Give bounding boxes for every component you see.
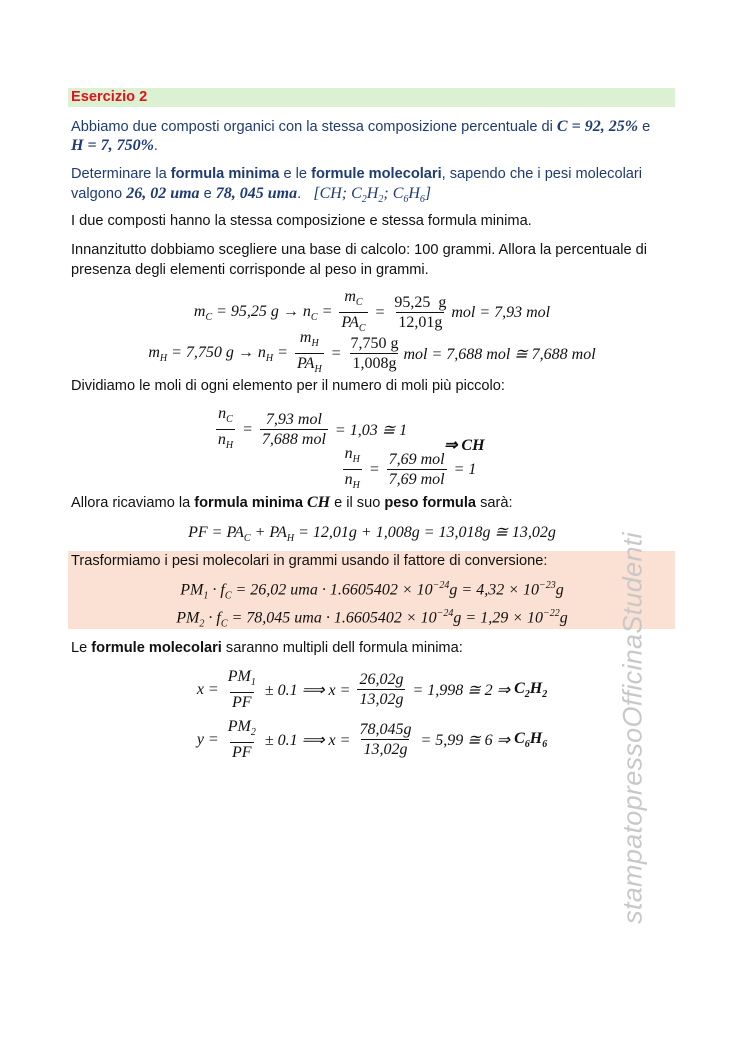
watermark: stampatopressoOfficinaStudenti	[617, 532, 648, 924]
task-line-2	[71, 185, 431, 209]
paragraph-divide: Dividiamo le moli di ogni elemento per il numero di moli più piccolo:	[71, 378, 505, 394]
paragraph-formule	[71, 639, 463, 657]
task-text: , sapendo che i pesi molecolari	[441, 166, 643, 182]
task-text: e	[199, 186, 216, 202]
fraction	[343, 444, 362, 495]
fraction	[357, 670, 405, 709]
numerator: $PM_1$	[227, 668, 256, 689]
numerator: 7,750 g	[350, 335, 399, 353]
eq-text: PF = $PA_C + PA_H = 12,01g + 1,008g = 13,018g$ ≅ 13,02g	[188, 524, 556, 545]
text: Le	[71, 640, 92, 656]
denominator: PF	[232, 744, 252, 762]
numerator: $m_C$	[344, 288, 363, 309]
denominator: 1,008g	[352, 355, 397, 373]
hydrogen-percent: H = 7, 750%	[71, 137, 154, 154]
eq-text: = 1,03 ≅ 1	[330, 421, 408, 439]
formula-c2h2: $C_2H_2$	[514, 679, 548, 700]
eq-text: =	[370, 303, 390, 321]
task-text: e le	[279, 166, 312, 182]
task-text: .	[297, 186, 302, 202]
denominator: 12,01g	[398, 314, 443, 332]
eq-text: =	[364, 460, 384, 478]
eq-text: =	[326, 344, 346, 362]
formula-ch: CH	[302, 494, 335, 511]
text: sarà:	[476, 495, 513, 511]
denominator: 7,69 mol	[388, 471, 445, 489]
eq-text: ± 0.1 ⟹ x =	[260, 681, 355, 699]
eq-text: = 1	[449, 460, 477, 478]
denominator: $n_H$	[216, 429, 235, 455]
eq-text: mol = 7,688 mol ≅ 7,688 mol	[403, 345, 596, 363]
eq-text: $m_C = 95,25$ $g \to n_C$ =	[193, 302, 337, 323]
denominator: PF	[232, 694, 252, 712]
exercise-title: Esercizio 2	[71, 89, 148, 105]
denominator: 13,02g	[359, 691, 404, 709]
eq-text: $PM_1 \cdot f_C = 26,02$ uma · $1.6605402 \times 10^{-24}g = 4,32 \times 10^{-23}g$	[180, 580, 564, 602]
task-text: valgono	[71, 186, 127, 202]
paragraph-same: I due composti hanno la stessa composizione e stessa formula minima.	[71, 213, 532, 229]
numerator: 95,25 g	[394, 294, 447, 312]
numerator: 7,69 mol	[388, 451, 445, 469]
fraction	[226, 717, 258, 762]
paragraph-transform: Trasformiamo i pesi molecolari in grammi usando il fattore di conversione:	[71, 553, 548, 569]
bold-text: formule molecolari	[91, 640, 222, 656]
paragraph-base-1: Innanzitutto dobbiamo scegliere una base di calcolo: 100 grammi. Allora la percentuale di	[71, 242, 647, 258]
answer-bracket: [CH; $C_2H_2$; $C_6H_6$]	[313, 185, 432, 206]
denominator: $PA_C$	[339, 312, 367, 338]
text: e il suo	[334, 495, 385, 511]
fraction	[226, 667, 258, 712]
paragraph-base-2: presenza degli elementi corrisponde al peso in grammi.	[71, 262, 429, 278]
bold-text: formula minima	[194, 495, 303, 511]
weight-2: 78, 045 uma	[215, 185, 298, 202]
eq-text: x =	[196, 680, 223, 698]
eq-text: ± 0.1 ⟹ x =	[260, 731, 355, 749]
numerator: $PM_2$	[227, 718, 256, 739]
numerator: $m_H$	[299, 329, 319, 350]
ratio-h-h	[0, 444, 720, 495]
numerator: 26,02g	[359, 671, 404, 689]
task-line-1	[71, 165, 642, 183]
ratio-result: ⇒ CH	[444, 437, 485, 454]
equation-hydrogen-moles	[0, 328, 744, 379]
numerator: $n_C$	[218, 405, 233, 426]
numerator: 7,93 mol	[265, 411, 322, 429]
denominator: $n_H$	[343, 469, 362, 495]
fraction	[357, 720, 413, 759]
fraction	[392, 293, 448, 332]
intro-line-2	[71, 137, 158, 155]
paragraph-allora	[71, 494, 513, 512]
fraction	[387, 450, 447, 489]
bold-text: peso formula	[384, 495, 477, 511]
eq-text: $m_H = 7,750$ $g \to n_H$ =	[148, 343, 292, 364]
denominator: $PA_H$	[295, 353, 324, 379]
weight-1: 26, 02 uma	[126, 185, 200, 202]
fraction	[295, 328, 324, 379]
denominator: 13,02g	[363, 741, 408, 759]
numerator: 78,045g	[359, 721, 412, 739]
fraction	[348, 334, 400, 373]
intro-text: e	[638, 119, 651, 135]
task-bold: formule molecolari	[311, 166, 442, 182]
task-text: Determinare la	[71, 166, 171, 182]
heading-bar	[68, 88, 675, 107]
task-bold: formula minima	[170, 166, 280, 182]
eq-text: mol = 7,93 mol	[451, 303, 551, 321]
intro-text: .	[153, 138, 158, 154]
formula-c6h6: $C_6H_6$	[514, 729, 548, 750]
carbon-percent: C = 92, 25%	[556, 118, 639, 135]
text: Allora ricaviamo la	[71, 495, 195, 511]
numerator: $n_H$	[344, 445, 360, 466]
intro-line-1	[71, 118, 650, 136]
denominator: 7,688 mol	[261, 431, 326, 449]
eq-text: y =	[196, 730, 223, 748]
eq-text: =	[238, 420, 257, 438]
eq-text: = 1,998 ≅ 2 ⇒	[408, 681, 515, 699]
eq-text: = 5,99 ≅ 6 ⇒	[416, 731, 515, 749]
intro-text: Abbiamo due composti organici con la stessa composizione percentuale di	[71, 119, 557, 135]
eq-text: $PM_2 \cdot f_C = 78,045$ uma · $1.6605402 \times 10^{-24}g = 1,29 \times 10^{-22}g$	[176, 608, 568, 630]
text: saranno multipli dell formula minima:	[221, 640, 463, 656]
